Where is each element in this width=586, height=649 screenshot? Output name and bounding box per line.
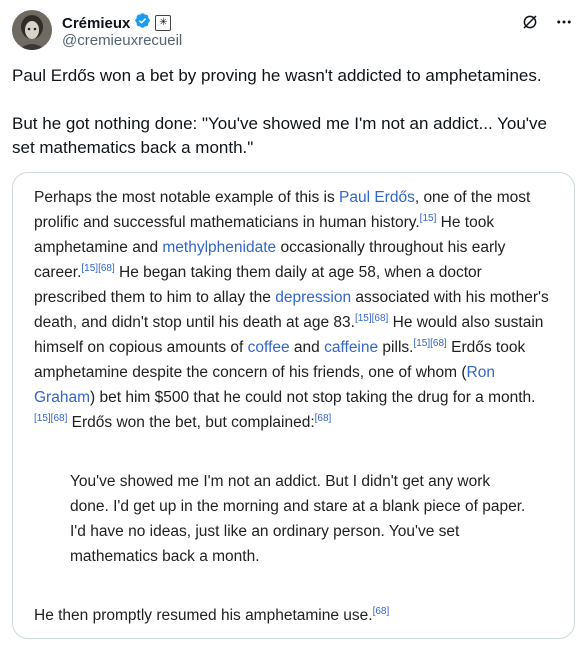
link-ron-graham: Ron Graham xyxy=(34,364,495,406)
name-row xyxy=(62,12,171,34)
excerpt-text: He began taking them daily at age 58, when a doctor prescribed them to him to allay the xyxy=(34,264,482,306)
excerpt-text: pills. xyxy=(378,339,414,356)
tweet-text: Paul Erdős won a bet by proving he wasn't addicted to amphetamines. But he got nothing done: "You've showed me I'm not an addict... You've set mathematics back a month." xyxy=(12,66,547,157)
link-methylphenidate: methylphenidate xyxy=(162,239,277,256)
citation-ref: [15][68] xyxy=(354,313,389,324)
grok-icon[interactable] xyxy=(520,12,540,32)
excerpt-text: ) bet him $500 that he could not stop taking the drug for a month. xyxy=(90,389,536,406)
more-icon[interactable] xyxy=(554,12,574,32)
link-coffee: coffee xyxy=(247,339,290,356)
affiliate-badge-icon[interactable]: ✳ xyxy=(155,15,171,31)
erdos-quote: You've showed me I'm not an addict. But I didn't get any work done. I'd get up in the morning and stare at a blank piece of paper. I'd have no ideas, just like an ordinary person. You've set mathematics back a month. xyxy=(70,473,526,565)
excerpt-closing xyxy=(34,603,554,628)
citation-ref: [68] xyxy=(372,606,390,617)
handle[interactable]: @cremieuxrecueil xyxy=(62,32,183,49)
citation-ref: [15] xyxy=(419,213,437,224)
citation-ref: [15][68] xyxy=(413,338,447,349)
excerpt-text: associated with his mother's death, and didn't stop until his death at age 83. xyxy=(34,289,549,331)
citation-ref: [68] xyxy=(314,413,332,424)
excerpt-text: Erdős took amphetamine despite the concern of his friends, one of whom ( xyxy=(34,339,526,381)
excerpt-paragraph xyxy=(34,185,554,435)
citation-ref: [15][68] xyxy=(81,263,115,274)
citation-ref: [15][68] xyxy=(34,413,68,424)
excerpt-text: Perhaps the most notable example of this is xyxy=(34,189,339,206)
verified-badge-icon xyxy=(134,12,151,34)
tweet-header xyxy=(12,8,574,54)
display-name[interactable]: Crémieux xyxy=(62,14,131,32)
excerpt-text: He then promptly resumed his amphetamine use. xyxy=(34,607,373,624)
link-caffeine: caffeine xyxy=(324,339,379,356)
excerpt-text: , one of the most prolific and successful mathematicians in human history. xyxy=(34,189,531,231)
link-depression: depression xyxy=(275,289,352,306)
excerpt-text: Erdős won the bet, but complained: xyxy=(67,414,315,431)
excerpt-text: He took amphetamine and xyxy=(34,214,495,256)
excerpt-text: and xyxy=(289,339,325,356)
avatar[interactable] xyxy=(12,10,52,50)
top-icons xyxy=(520,12,574,32)
link-paul-erdos: Paul Erdős xyxy=(339,189,415,206)
excerpt-text: He would also sustain himself on copious amounts of xyxy=(34,314,544,356)
wikipedia-excerpt-image[interactable] xyxy=(12,172,575,639)
excerpt-text: occasionally throughout his early career. xyxy=(34,239,506,281)
